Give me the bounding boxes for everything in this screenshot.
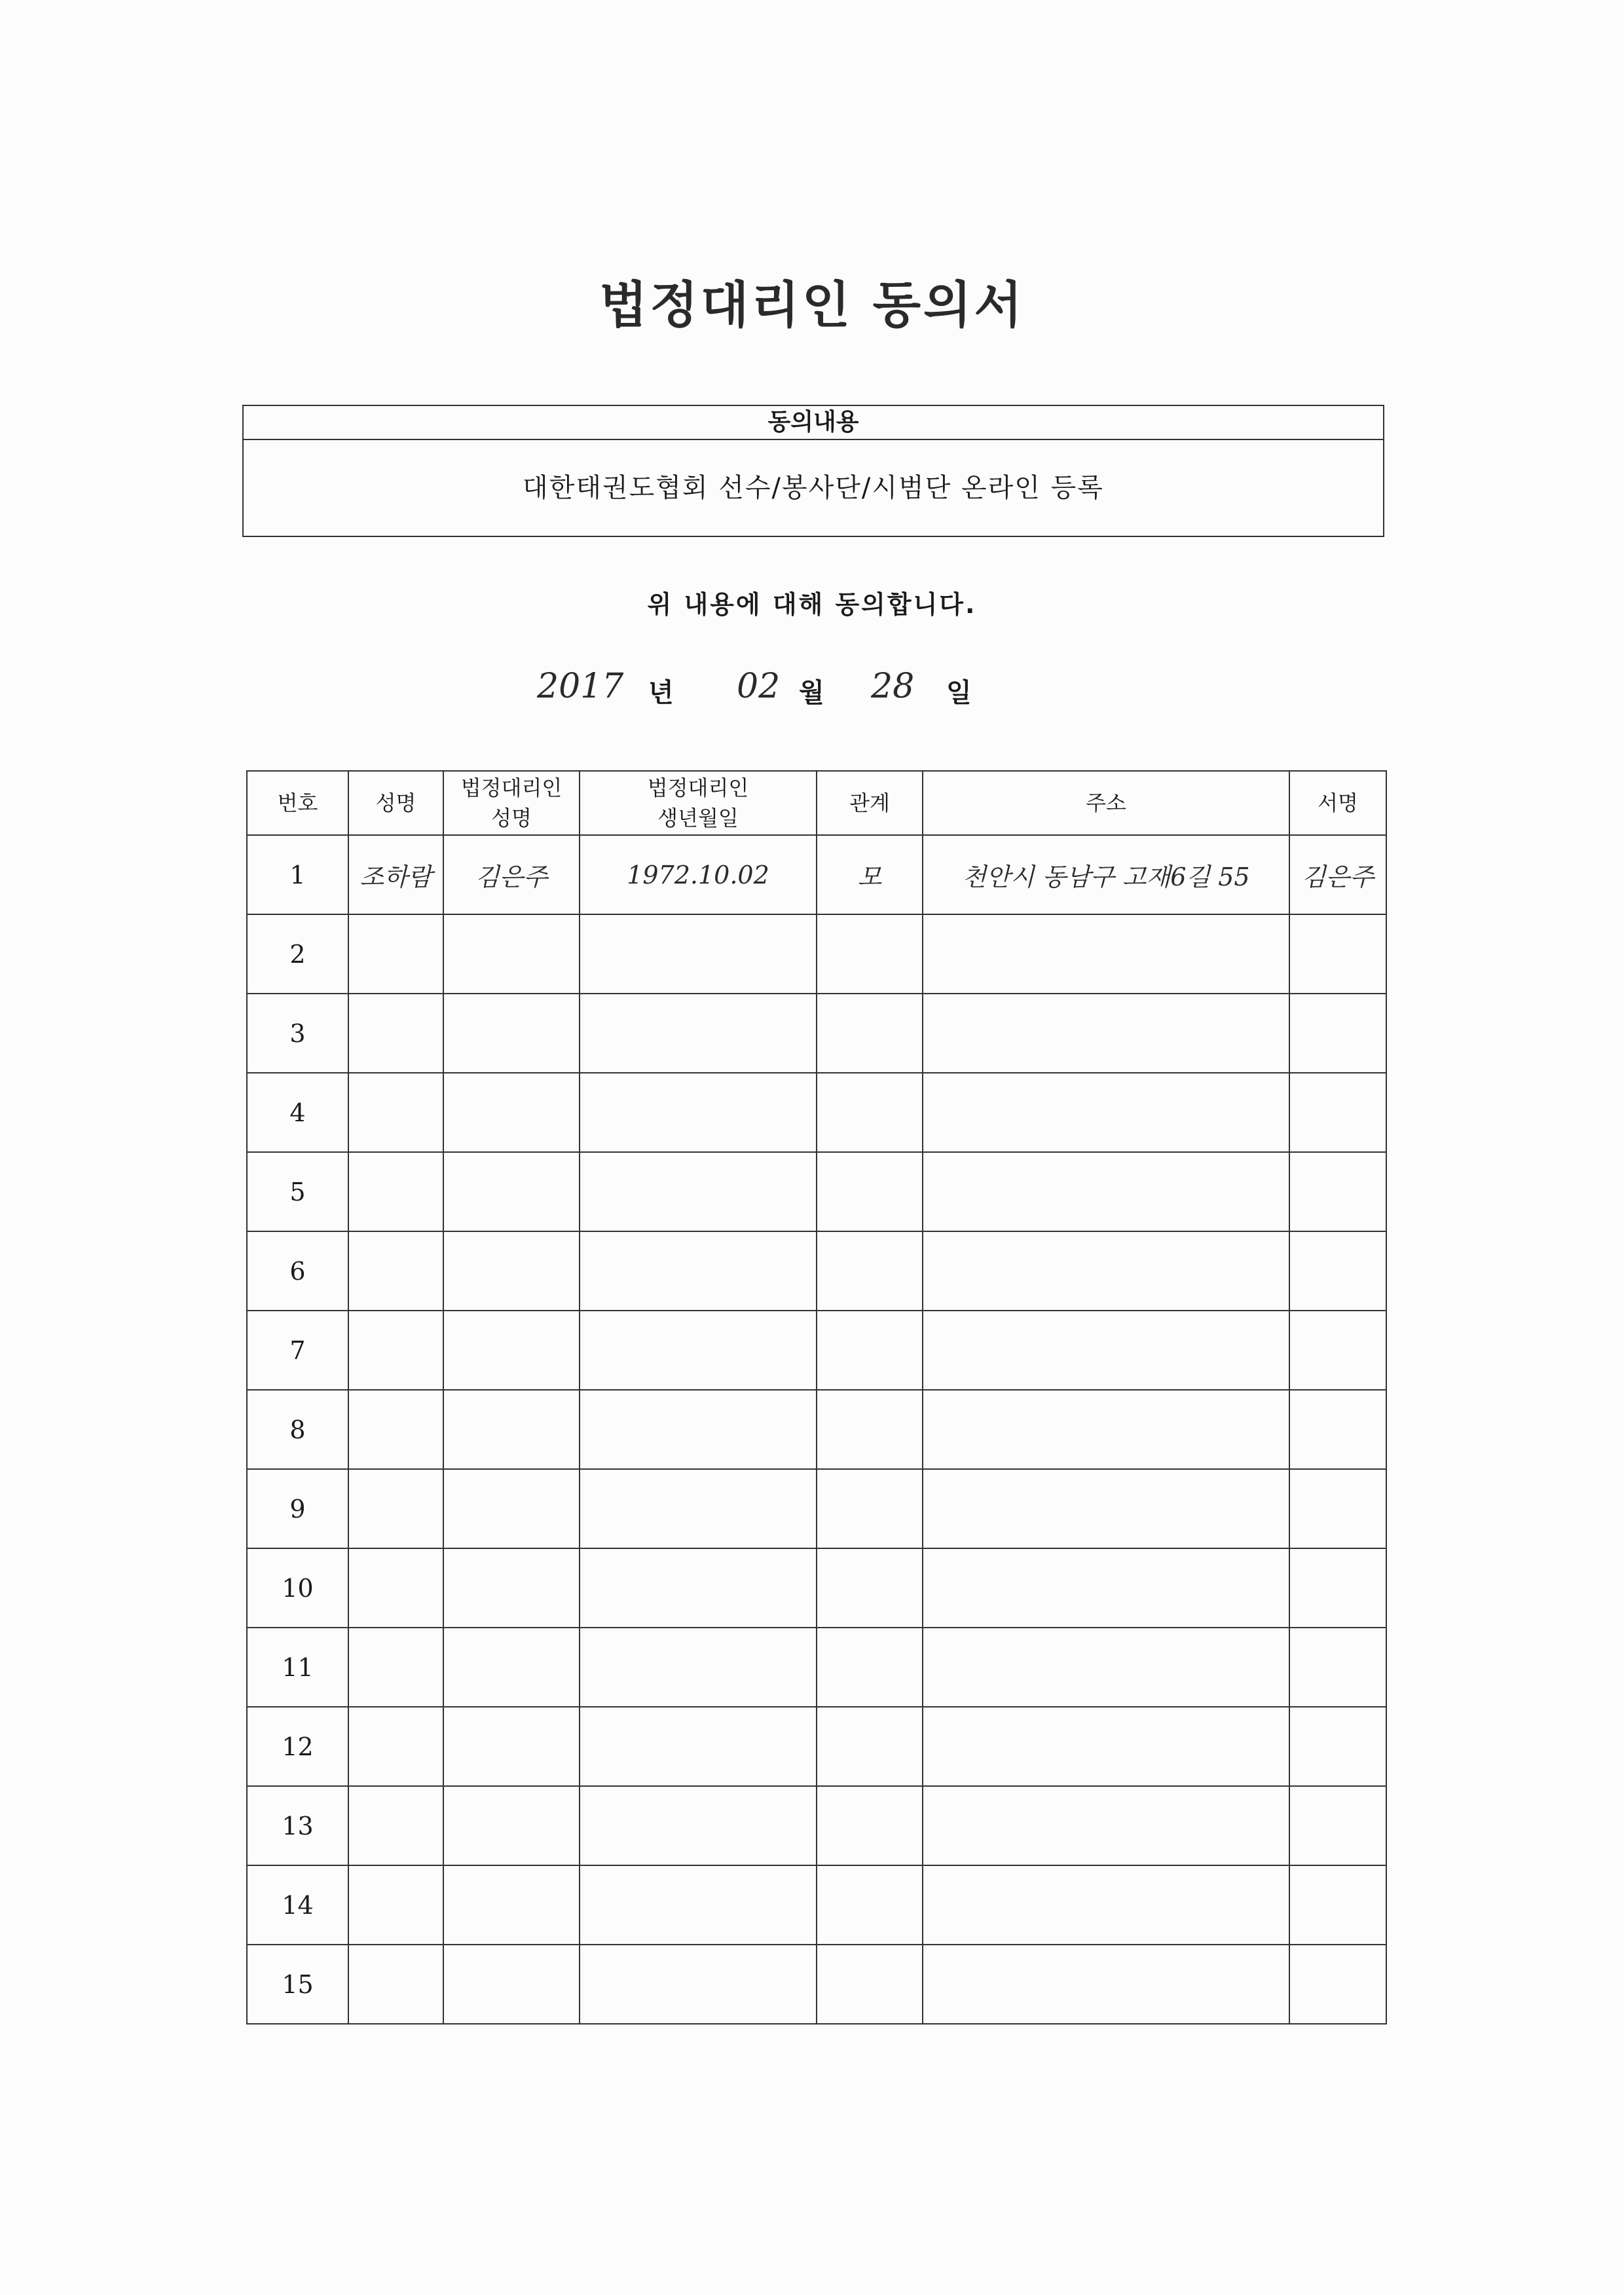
cell-no: 13	[247, 1786, 348, 1865]
cell-no: 5	[247, 1152, 348, 1231]
cell-no: 4	[247, 1073, 348, 1152]
cell-guardian-birth	[580, 1311, 817, 1390]
table-row	[247, 1707, 1386, 1786]
cell-guardian-birth	[580, 1231, 817, 1311]
cell-signature	[1289, 1548, 1386, 1628]
cell-relation	[817, 1628, 923, 1707]
table-row	[247, 1311, 1386, 1390]
cell-relation	[817, 1945, 923, 2024]
cell-relation	[817, 1469, 923, 1548]
cell-no: 7	[247, 1311, 348, 1390]
table-row	[247, 1945, 1386, 2024]
date-day: 28	[871, 667, 915, 706]
cell-no: 11	[247, 1628, 348, 1707]
header-guardian-name-line1: 법정대리인	[460, 775, 563, 800]
document-title: 법정대리인 동의서	[599, 276, 1025, 334]
cell-name	[348, 1073, 443, 1152]
header-guardian-birth-line2: 생년월일	[657, 806, 739, 830]
cell-signature: 김은주	[1289, 835, 1386, 914]
agree-statement: 위 내용에 대해 동의합니다.	[647, 590, 977, 619]
header-name: 성명	[348, 771, 443, 835]
cell-guardian-birth	[580, 1469, 817, 1548]
cell-guardian-birth	[580, 1073, 817, 1152]
cell-guardian-birth	[580, 1707, 817, 1786]
cell-no: 14	[247, 1865, 348, 1945]
cell-relation: 모	[817, 835, 923, 914]
cell-name	[348, 1707, 443, 1786]
consent-header: 동의내용	[244, 406, 1383, 440]
cell-name	[348, 1865, 443, 1945]
table-row	[247, 914, 1386, 994]
cell-guardian-birth	[580, 1548, 817, 1628]
date-month-unit: 월	[799, 678, 824, 708]
cell-signature	[1289, 914, 1386, 994]
table-row	[247, 835, 1386, 914]
cell-signature	[1289, 1628, 1386, 1707]
cell-address	[923, 1469, 1289, 1548]
cell-name	[348, 1152, 443, 1231]
header-signature: 서명	[1289, 771, 1386, 835]
cell-relation	[817, 994, 923, 1073]
cell-guardian-name	[443, 1707, 580, 1786]
cell-signature	[1289, 1152, 1386, 1231]
cell-address	[923, 994, 1289, 1073]
cell-relation	[817, 1548, 923, 1628]
cell-guardian-name	[443, 1311, 580, 1390]
header-guardian-birth-line1: 법정대리인	[647, 775, 749, 800]
cell-name	[348, 1390, 443, 1469]
header-guardian-name-line2: 성명	[491, 806, 532, 830]
header-address: 주소	[923, 771, 1289, 835]
cell-address	[923, 1865, 1289, 1945]
cell-name	[348, 1786, 443, 1865]
table-row	[247, 1073, 1386, 1152]
cell-signature	[1289, 1865, 1386, 1945]
cell-address	[923, 1311, 1289, 1390]
cell-guardian-birth	[580, 1628, 817, 1707]
cell-relation	[817, 1865, 923, 1945]
date-month: 02	[737, 667, 781, 706]
cell-address	[923, 1390, 1289, 1469]
cell-address	[923, 1786, 1289, 1865]
cell-relation	[817, 1152, 923, 1231]
table-row	[247, 1786, 1386, 1865]
cell-address	[923, 1073, 1289, 1152]
cell-signature	[1289, 1390, 1386, 1469]
cell-guardian-birth: 1972.10.02	[580, 835, 817, 914]
header-no: 번호	[247, 771, 348, 835]
cell-no: 3	[247, 994, 348, 1073]
cell-name	[348, 1945, 443, 2024]
cell-signature	[1289, 1073, 1386, 1152]
cell-name	[348, 1548, 443, 1628]
cell-no: 9	[247, 1469, 348, 1548]
cell-guardian-name	[443, 914, 580, 994]
cell-address: 천안시 동남구 고재6길 55	[923, 835, 1289, 914]
cell-name	[348, 1231, 443, 1311]
cell-no: 8	[247, 1390, 348, 1469]
cell-guardian-name	[443, 1152, 580, 1231]
date-year-unit: 년	[648, 678, 674, 708]
table-row	[247, 1628, 1386, 1707]
table-row	[247, 1548, 1386, 1628]
date-line	[524, 667, 1048, 713]
cell-guardian-birth	[580, 1390, 817, 1469]
table-row	[247, 1231, 1386, 1311]
registration-table	[246, 770, 1387, 2024]
cell-no: 6	[247, 1231, 348, 1311]
cell-address	[923, 1945, 1289, 2024]
date-day-unit: 일	[946, 678, 972, 708]
consent-box	[242, 405, 1384, 537]
cell-address	[923, 1231, 1289, 1311]
cell-no: 15	[247, 1945, 348, 2024]
cell-signature	[1289, 1707, 1386, 1786]
cell-guardian-birth	[580, 914, 817, 994]
table-row	[247, 994, 1386, 1073]
date-year: 2017	[537, 667, 624, 706]
cell-signature	[1289, 1231, 1386, 1311]
cell-guardian-birth	[580, 1152, 817, 1231]
cell-relation	[817, 1707, 923, 1786]
cell-address	[923, 914, 1289, 994]
cell-guardian-birth	[580, 1865, 817, 1945]
cell-signature	[1289, 1311, 1386, 1390]
cell-signature	[1289, 1786, 1386, 1865]
cell-name: 조하람	[348, 835, 443, 914]
cell-guardian-birth	[580, 1945, 817, 2024]
cell-guardian-name	[443, 1548, 580, 1628]
cell-guardian-name	[443, 1865, 580, 1945]
cell-relation	[817, 1311, 923, 1390]
cell-relation	[817, 1073, 923, 1152]
table-row	[247, 1390, 1386, 1469]
cell-guardian-name	[443, 1231, 580, 1311]
cell-name	[348, 1469, 443, 1548]
cell-relation	[817, 1231, 923, 1311]
cell-guardian-name	[443, 1945, 580, 2024]
cell-no: 1	[247, 835, 348, 914]
cell-name	[348, 1628, 443, 1707]
header-guardian-birth	[580, 771, 817, 835]
consent-content: 대한태권도협회 선수/봉사단/시범단 온라인 등록	[523, 473, 1104, 503]
header-guardian-name	[443, 771, 580, 835]
cell-address	[923, 1707, 1289, 1786]
cell-address	[923, 1628, 1289, 1707]
table-header-row	[247, 771, 1386, 835]
cell-no: 2	[247, 914, 348, 994]
cell-guardian-name	[443, 1073, 580, 1152]
cell-no: 12	[247, 1707, 348, 1786]
cell-relation	[817, 1390, 923, 1469]
cell-signature	[1289, 1469, 1386, 1548]
cell-name	[348, 1311, 443, 1390]
cell-relation	[817, 914, 923, 994]
cell-guardian-name	[443, 994, 580, 1073]
table-row	[247, 1152, 1386, 1231]
cell-name	[348, 994, 443, 1073]
cell-relation	[817, 1786, 923, 1865]
cell-address	[923, 1152, 1289, 1231]
cell-guardian-birth	[580, 994, 817, 1073]
cell-address	[923, 1548, 1289, 1628]
cell-guardian-birth	[580, 1786, 817, 1865]
cell-signature	[1289, 994, 1386, 1073]
table-row	[247, 1469, 1386, 1548]
header-relation: 관계	[817, 771, 923, 835]
cell-no: 10	[247, 1548, 348, 1628]
cell-guardian-name	[443, 1628, 580, 1707]
cell-guardian-name	[443, 1390, 580, 1469]
cell-guardian-name: 김은주	[443, 835, 580, 914]
cell-guardian-name	[443, 1786, 580, 1865]
table-row	[247, 1865, 1386, 1945]
cell-signature	[1289, 1945, 1386, 2024]
cell-name	[348, 914, 443, 994]
cell-guardian-name	[443, 1469, 580, 1548]
